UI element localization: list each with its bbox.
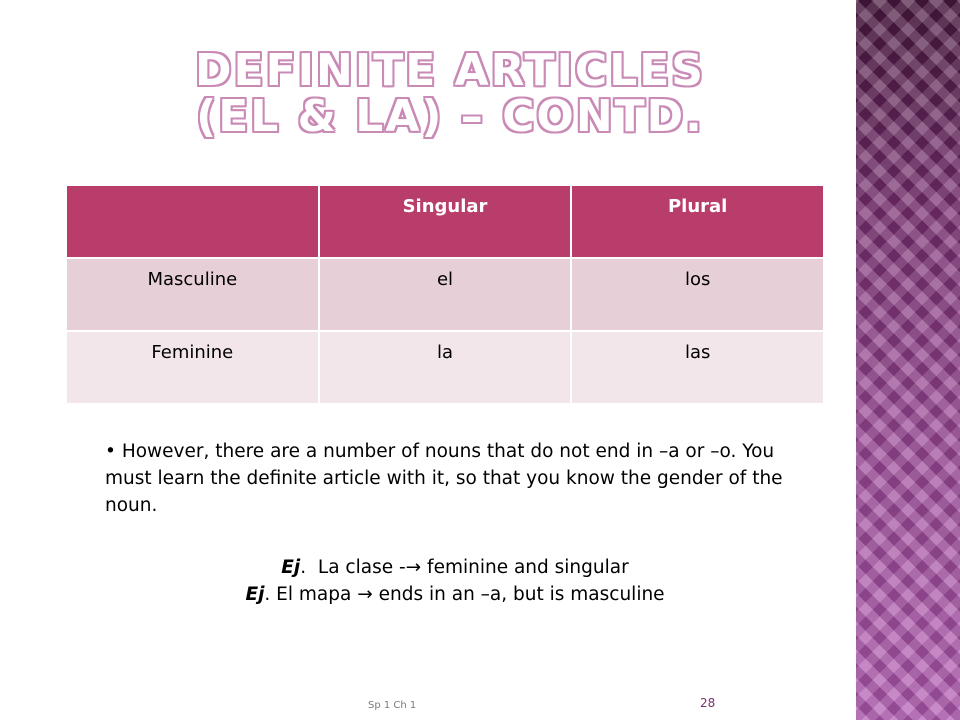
- bullet-content: However, there are a number of nouns that do not end in –a or –o. You must learn the definite article with it, so that you know the gender of the noun.: [105, 441, 783, 516]
- slide-title: [160, 45, 740, 142]
- cell-singular: el: [319, 258, 572, 331]
- cell-gender: Masculine: [66, 258, 319, 331]
- table-row-masculine: [66, 258, 824, 331]
- example-prefix: Ej: [245, 584, 265, 605]
- cell-gender: Feminine: [66, 331, 319, 404]
- articles-table: [65, 184, 825, 405]
- cell-singular: la: [319, 331, 572, 404]
- examples-block: [105, 554, 805, 608]
- example-line-1: Ej. La clase -→ feminine and singular: [281, 557, 629, 578]
- table-header-row: [66, 185, 824, 258]
- arrow-icon: →: [357, 584, 373, 605]
- table-row-feminine: [66, 331, 824, 404]
- title-line-2: (EL & LA) – CONTD.: [196, 91, 704, 142]
- page-number: 28: [700, 696, 716, 710]
- cell-plural: las: [571, 331, 824, 404]
- example-prefix: Ej: [281, 557, 301, 578]
- arrow-icon: →: [405, 557, 422, 578]
- body-bullet-text: [105, 438, 805, 519]
- header-cell-empty: [66, 185, 319, 258]
- header-cell-singular: Singular: [319, 185, 572, 258]
- cell-plural: los: [571, 258, 824, 331]
- bullet-icon: •: [105, 441, 116, 462]
- header-cell-plural: Plural: [571, 185, 824, 258]
- title-line-1: DEFINITE ARTICLES: [194, 45, 705, 96]
- decorative-sidebar: [856, 0, 960, 720]
- example-line-2: Ej. El mapa → ends in an –a, but is masculine: [245, 584, 665, 605]
- footer-text: Sp 1 Ch 1: [368, 700, 417, 711]
